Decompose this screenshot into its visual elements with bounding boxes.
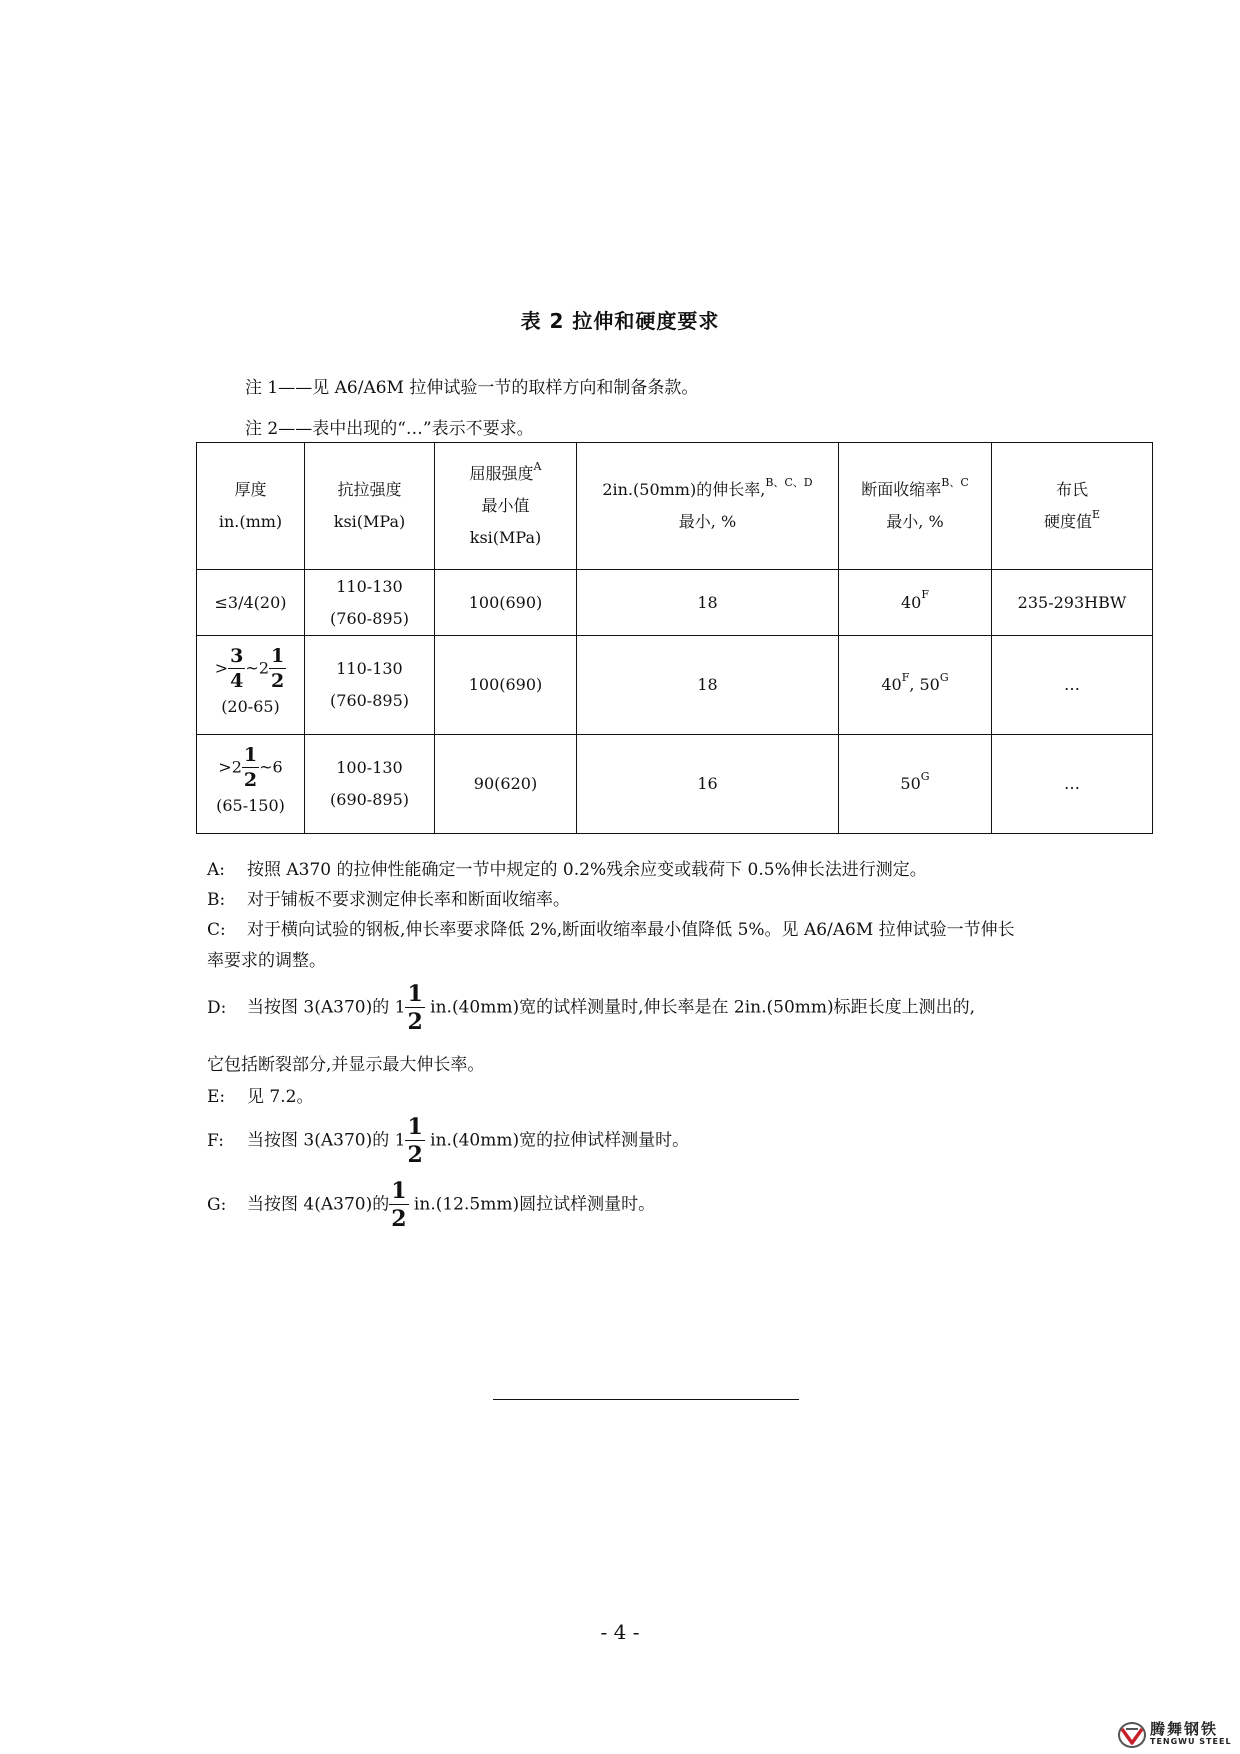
header-hardness: 布氏 硬度值$^E$: [992, 443, 1153, 570]
header-thickness: 厚度 in.(mm): [197, 443, 305, 570]
cell-hardness: …: [992, 636, 1153, 735]
fraction: $\frac{3}{4}$: [230, 645, 244, 692]
cell-elongation: 18: [577, 570, 839, 636]
page-number: - 4 -: [600, 1620, 640, 1644]
footnote-c: C: 对于横向试验的钢板,伸长率要求降低 2%,断面收缩率最小值降低 5%。见 A6/A6M 拉伸试验一节伸长: [207, 920, 1015, 940]
requirements-table: [196, 442, 1153, 834]
footnote-e: E: 见 7.2。: [207, 1087, 314, 1107]
footnote-d: D: 当按图 3(A370)的 1 $\frac{1}{2}$ in.(40mm)宽的试样测量时,伸长率是在 2in.(50mm)标距长度上测出的,: [207, 981, 976, 1035]
fraction: $\frac{1}{2}$: [271, 645, 285, 692]
logo-text-cn: 腾舞钢铁: [1150, 1720, 1219, 1738]
cell-thickness: >2 $\frac{1}{2}$ ~6 (65-150): [197, 735, 305, 834]
cell-reduction: $50^G$: [839, 735, 992, 834]
header-yield: 屈服强度$^A$ 最小值 ksi(MPa): [435, 443, 577, 570]
cell-reduction: $40^F$, $50^G$: [839, 636, 992, 735]
cell-hardness: …: [992, 735, 1153, 834]
cell-yield: 100(690): [435, 636, 577, 735]
logo-mark-icon: [1118, 1721, 1146, 1749]
cell-thickness: > $\frac{3}{4}$ ~2 $\frac{1}{2}$ (20-65): [197, 636, 305, 735]
cell-elongation: 16: [577, 735, 839, 834]
footnote-c-continued: 率要求的调整。: [207, 951, 326, 971]
note-2: 注 2——表中出现的“…”表示不要求。: [245, 419, 534, 439]
table-header-row: [197, 443, 1153, 570]
table-row: [197, 636, 1153, 735]
logo: [1118, 1718, 1236, 1750]
fraction: $\frac{1}{2}$: [243, 744, 258, 791]
footnote-d-continued: 它包括断裂部分,并显示最大伸长率。: [207, 1055, 485, 1075]
logo-text-en: TENGWU STEEL: [1150, 1737, 1232, 1746]
footnote-f: F: 当按图 3(A370)的 1 $\frac{1}{2}$ in.(40mm)宽的拉伸试样测量时。: [207, 1114, 690, 1168]
note-1: 注 1——见 A6/A6M 拉伸试验一节的取样方向和制备条款。: [245, 378, 699, 398]
cell-tensile: 110-130 (760-895): [305, 636, 435, 735]
cell-yield: 90(620): [435, 735, 577, 834]
cell-yield: 100(690): [435, 570, 577, 636]
header-reduction: 断面收缩率$^{B、C}$ 最小, %: [839, 443, 992, 570]
table-row: [197, 570, 1153, 636]
header-elongation: 2in.(50mm)的伸长率,$^{B、C、D}$ 最小, %: [577, 443, 839, 570]
footnote-g: G: 当按图 4(A370)的 $\frac{1}{2}$ in.(12.5mm)圆拉试样测量时。: [207, 1178, 656, 1232]
end-rule: [493, 1399, 799, 1400]
cell-reduction: $40^F$: [839, 570, 992, 636]
fraction: $\frac{1}{2}$: [391, 1178, 407, 1232]
cell-thickness: ≤3/4(20): [197, 570, 305, 636]
cell-hardness: 235-293HBW: [992, 570, 1153, 636]
table-row: [197, 735, 1153, 834]
footnote-a: A: 按照 A370 的拉伸性能确定一节中规定的 0.2%残余应变或载荷下 0.5%伸长法进行测定。: [207, 860, 927, 880]
fraction: $\frac{1}{2}$: [407, 1114, 423, 1168]
header-tensile: 抗拉强度 ksi(MPa): [305, 443, 435, 570]
cell-elongation: 18: [577, 636, 839, 735]
table-title: 表 2 拉伸和硬度要求: [520, 309, 720, 333]
cell-tensile: 100-130 (690-895): [305, 735, 435, 834]
cell-tensile: 110-130 (760-895): [305, 570, 435, 636]
footnote-b: B: 对于铺板不要求测定伸长率和断面收缩率。: [207, 890, 570, 910]
fraction: $\frac{1}{2}$: [407, 981, 423, 1035]
